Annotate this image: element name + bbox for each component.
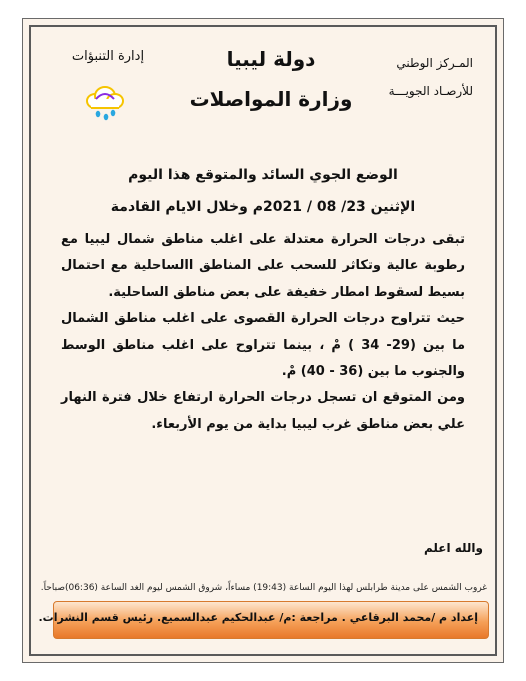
header-org xyxy=(353,49,473,105)
forecast-paragraph-1: تبقى درجات الحرارة معتدلة على اغلب مناطق شمال ليبيا مع رطوبة عالية وتكاثر للسحب على المناطق االساحلية مع احتمال بسيط لسقوط امطار خفيفة على بعض مناطق الساحلية. xyxy=(61,232,465,300)
forecast-paragraph-3: ومن المتوقع ان تسجل درجات الحرارة ارتفاع خلال فترة النهار علي بعض مناطق غرب ليبيا بداية من يوم الأربعاء. xyxy=(61,390,465,432)
credits-text: إعداد م /محمد البرقاعي . مراجعة :م/ عبدالحكيم عبدالسميع. رئيس قسم النشرات. xyxy=(38,611,478,624)
org-subname: للأرصـاد الجويـــة xyxy=(388,84,473,98)
bulletin-border xyxy=(29,25,497,656)
bulletin-date: الإثنين 23/ 08 / 2021م وخلال الايام القادمة xyxy=(110,199,416,215)
bulletin-title: الوضع الجوي السائد والمتوقع هذا اليوم xyxy=(128,167,398,183)
dept-name: إدارة التنبؤات xyxy=(71,49,145,64)
forecast-body xyxy=(61,227,465,438)
cloud-rain-icon xyxy=(83,81,127,125)
closing-phrase: والله اعلم xyxy=(423,541,483,555)
state-name: دولة ليبيا xyxy=(226,47,316,71)
sunset-sunrise-note: غروب الشمس على مدينة طرابلس لهذا اليوم الساعة (19:43) مساءاً، شروق الشمس ليوم الغد الساعة (06:36)صباحاً. xyxy=(40,583,487,593)
org-name: المـركز الوطني xyxy=(396,56,473,70)
credits-bar xyxy=(38,601,489,639)
forecast-paragraph-2: حيث تتراوح درجات الحرارة القصوى على اغلب مناطق الشمال ما بين (29- 34 ) مْ ، بينما تتراوح على اغلب مناطق الوسط والجنوب ما بين (36 - 40) مْ. xyxy=(61,311,466,380)
header-dept xyxy=(43,49,173,64)
ministry-name: وزارة المواصلات xyxy=(189,87,353,111)
bulletin-frame xyxy=(22,18,504,663)
